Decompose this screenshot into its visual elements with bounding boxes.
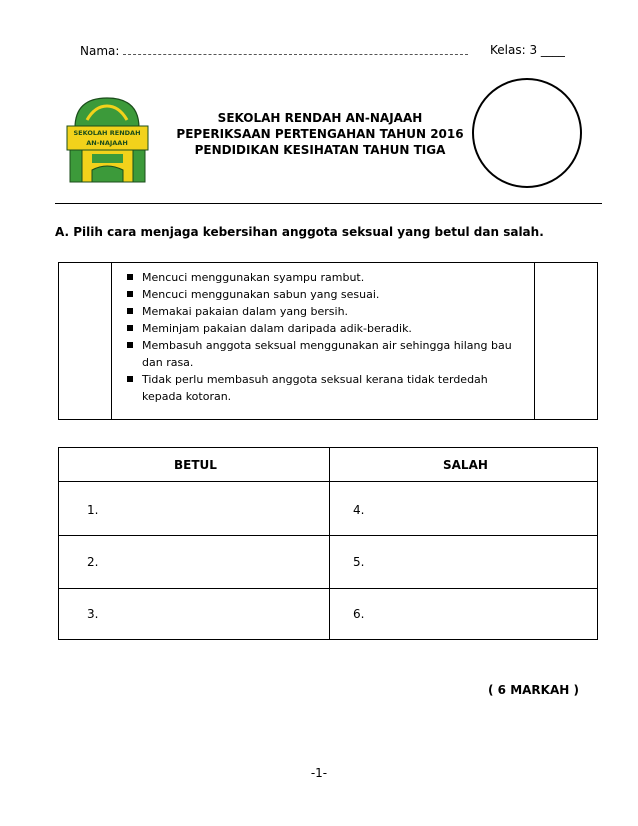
options-box (58, 262, 598, 420)
row-divider (59, 535, 597, 536)
option-item: Memakai pakaian dalam yang bersih. (125, 303, 525, 320)
row-divider (59, 588, 597, 589)
question-text: Pilih cara menjaga kebersihan anggota seksual yang betul dan salah. (73, 225, 544, 239)
option-item: Mencuci menggunakan syampu rambut. (125, 269, 525, 286)
marks-total: ( 6 MARKAH ) (488, 683, 579, 697)
answer-cell-4[interactable]: 4. (353, 503, 365, 517)
name-line[interactable] (123, 43, 468, 55)
option-item: Mencuci menggunakan sabun yang sesuai. (125, 286, 525, 303)
marks-circle (472, 78, 582, 188)
answer-table (58, 447, 598, 640)
left-blank-column (111, 263, 112, 419)
header-divider (55, 203, 602, 204)
school-name: SEKOLAH RENDAH AN-NAJAAH (217, 111, 423, 125)
column-divider (329, 448, 330, 639)
right-blank-column (534, 263, 535, 419)
question-a (55, 225, 544, 239)
name-field[interactable] (80, 43, 468, 58)
answer-cell-2[interactable]: 2. (87, 555, 99, 569)
logo-line-2: AN-NAJAAH (86, 139, 128, 147)
column-header-salah: SALAH (443, 458, 488, 472)
header-row-divider (59, 481, 597, 482)
option-item: Tidak perlu membasuh anggota seksual kerana tidak terdedah kepada kotoran. (125, 371, 525, 405)
subject-title: PENDIDIKAN KESIHATAN TAHUN TIGA (194, 143, 446, 157)
option-item: Meminjam pakaian dalam daripada adik-beradik. (125, 320, 525, 337)
page-number: -1- (310, 766, 328, 780)
column-header-betul: BETUL (174, 458, 217, 472)
answer-cell-6[interactable]: 6. (353, 607, 365, 621)
answer-cell-5[interactable]: 5. (353, 555, 365, 569)
exam-title: PEPERIKSAAN PERTENGAHAN TAHUN 2016 (176, 127, 464, 141)
options-list (125, 269, 525, 405)
school-logo (65, 90, 150, 185)
answer-cell-1[interactable]: 1. (87, 503, 99, 517)
logo-line-1: SEKOLAH RENDAH (73, 129, 141, 137)
question-label: A. (55, 225, 70, 239)
answer-cell-3[interactable]: 3. (87, 607, 99, 621)
option-item: Membasuh anggota seksual menggunakan air sehingga hilang bau dan rasa. (125, 337, 525, 371)
class-field[interactable]: Kelas: 3 ____ (490, 43, 565, 57)
exam-heading (160, 110, 480, 158)
name-label: Nama: (80, 44, 120, 58)
